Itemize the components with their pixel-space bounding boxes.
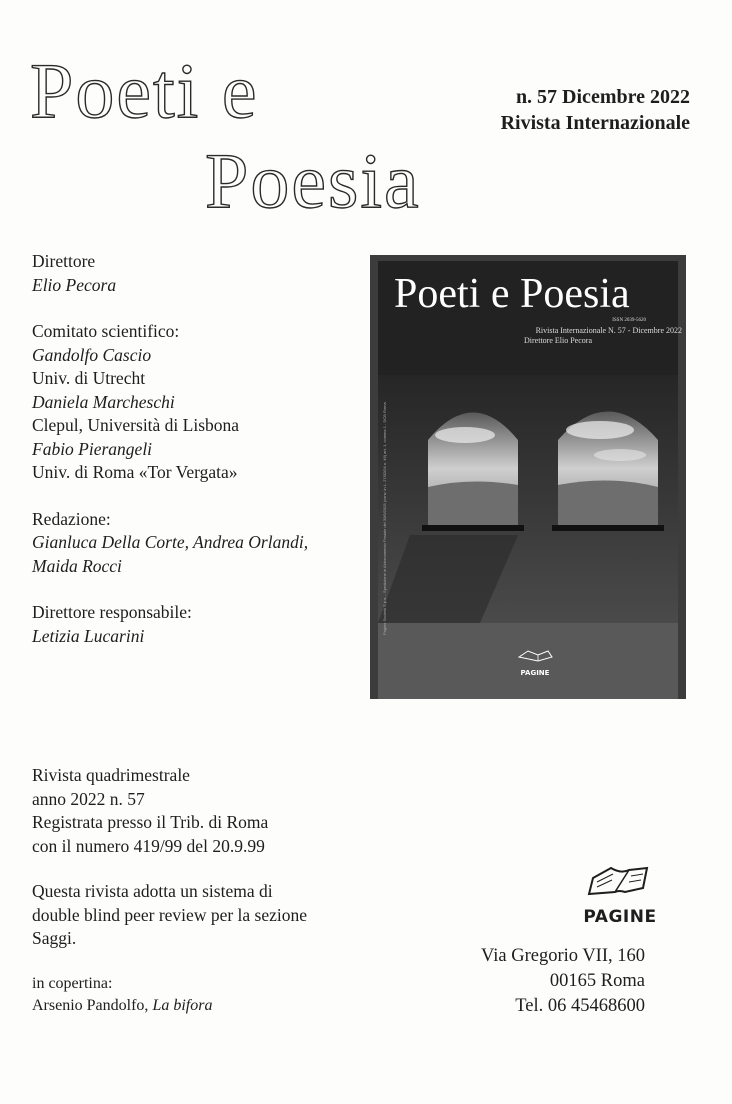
editorial-names-line2: Maida Rocci [32, 555, 122, 576]
responsible-label: Direttore responsabile: [32, 602, 192, 622]
editorial-names-line1: Gianluca Della Corte, Andrea Orlandi, [32, 532, 309, 552]
cover-credit-line [32, 995, 392, 1017]
publication-info [32, 764, 392, 1017]
issue-subtitle: Rivista Internazionale [500, 112, 690, 134]
committee-member-name: Fabio Pierangeli [32, 438, 153, 459]
director-label: Direttore [32, 251, 96, 271]
cover-credit-label: in copertina: [32, 974, 113, 992]
registration-block [32, 764, 392, 858]
cover-subtitle: Rivista Internazionale N. 57 - Dicembre 2022 [535, 326, 682, 335]
editorial-label: Redazione: [32, 508, 111, 529]
issue-number-date: n. 57 Dicembre 2022 [515, 86, 690, 108]
committee-member-name: Daniela Marcheschi [32, 391, 175, 412]
editorial-block [32, 508, 352, 579]
publisher-address [440, 944, 645, 1019]
cover-title: Poeti e Poesia [394, 271, 630, 317]
registration-line: con il numero 419/99 del 20.9.99 [32, 835, 265, 856]
committee-member-affiliation: Univ. di Utrecht [32, 368, 146, 388]
committee-member-affiliation: Clepul, Università di Lisbona [32, 415, 240, 435]
committee-label: Comitato scientifico: [32, 321, 180, 341]
staff-column [32, 250, 352, 671]
publisher-name: PAGINE [583, 907, 657, 927]
review-line: Questa rivista adotta un sistema di [32, 881, 273, 901]
cover-credit [32, 973, 392, 1017]
director-name: Elio Pecora [32, 274, 117, 295]
address-street: Via Gregorio VII, 160 [481, 946, 645, 966]
publisher-logo [560, 860, 680, 927]
registration-line: anno 2022 n. 57 [32, 788, 145, 809]
address-phone: Tel. 06 45468600 [515, 996, 645, 1016]
masthead-line2: Poesia [205, 137, 421, 224]
cover-spine-text: Pagine Società S.p.a. - Spedizione in Abbonamento Postale del 30/9/2003 (conv. in L. 27/02/04 n. 46) art. 1, comma 1 - DCB Roma [382, 402, 387, 635]
registration-line: Rivista quadrimestrale [32, 765, 190, 785]
open-book-icon [585, 860, 655, 900]
review-line: Saggi. [32, 928, 77, 948]
director-block [32, 250, 352, 297]
review-block [32, 880, 392, 951]
review-line: double blind peer review per la sezione [32, 904, 308, 925]
cover-credit-work: La bifora [152, 996, 213, 1014]
cover-issn: ISSN 2039-5620 [612, 318, 646, 323]
responsible-name: Letizia Lucarini [32, 625, 145, 646]
committee-member-affiliation: Univ. di Roma «Tor Vergata» [32, 462, 238, 482]
registration-line: Registrata presso il Trib. di Roma [32, 812, 269, 832]
cover-credit-artist: Arsenio Pandolfo, [32, 996, 153, 1014]
cover-artwork [370, 255, 686, 699]
issue-info [430, 84, 690, 136]
responsible-block [32, 601, 352, 648]
cover-director: Direttore Elio Pecora [524, 336, 592, 345]
cover-publisher: PAGINE [520, 669, 550, 677]
committee-block [32, 320, 352, 485]
address-city: 00165 Roma [549, 971, 645, 991]
masthead-line1: Poeti e [30, 47, 259, 134]
committee-member-name: Gandolfo Cascio [32, 344, 152, 365]
cover-image [370, 255, 686, 699]
